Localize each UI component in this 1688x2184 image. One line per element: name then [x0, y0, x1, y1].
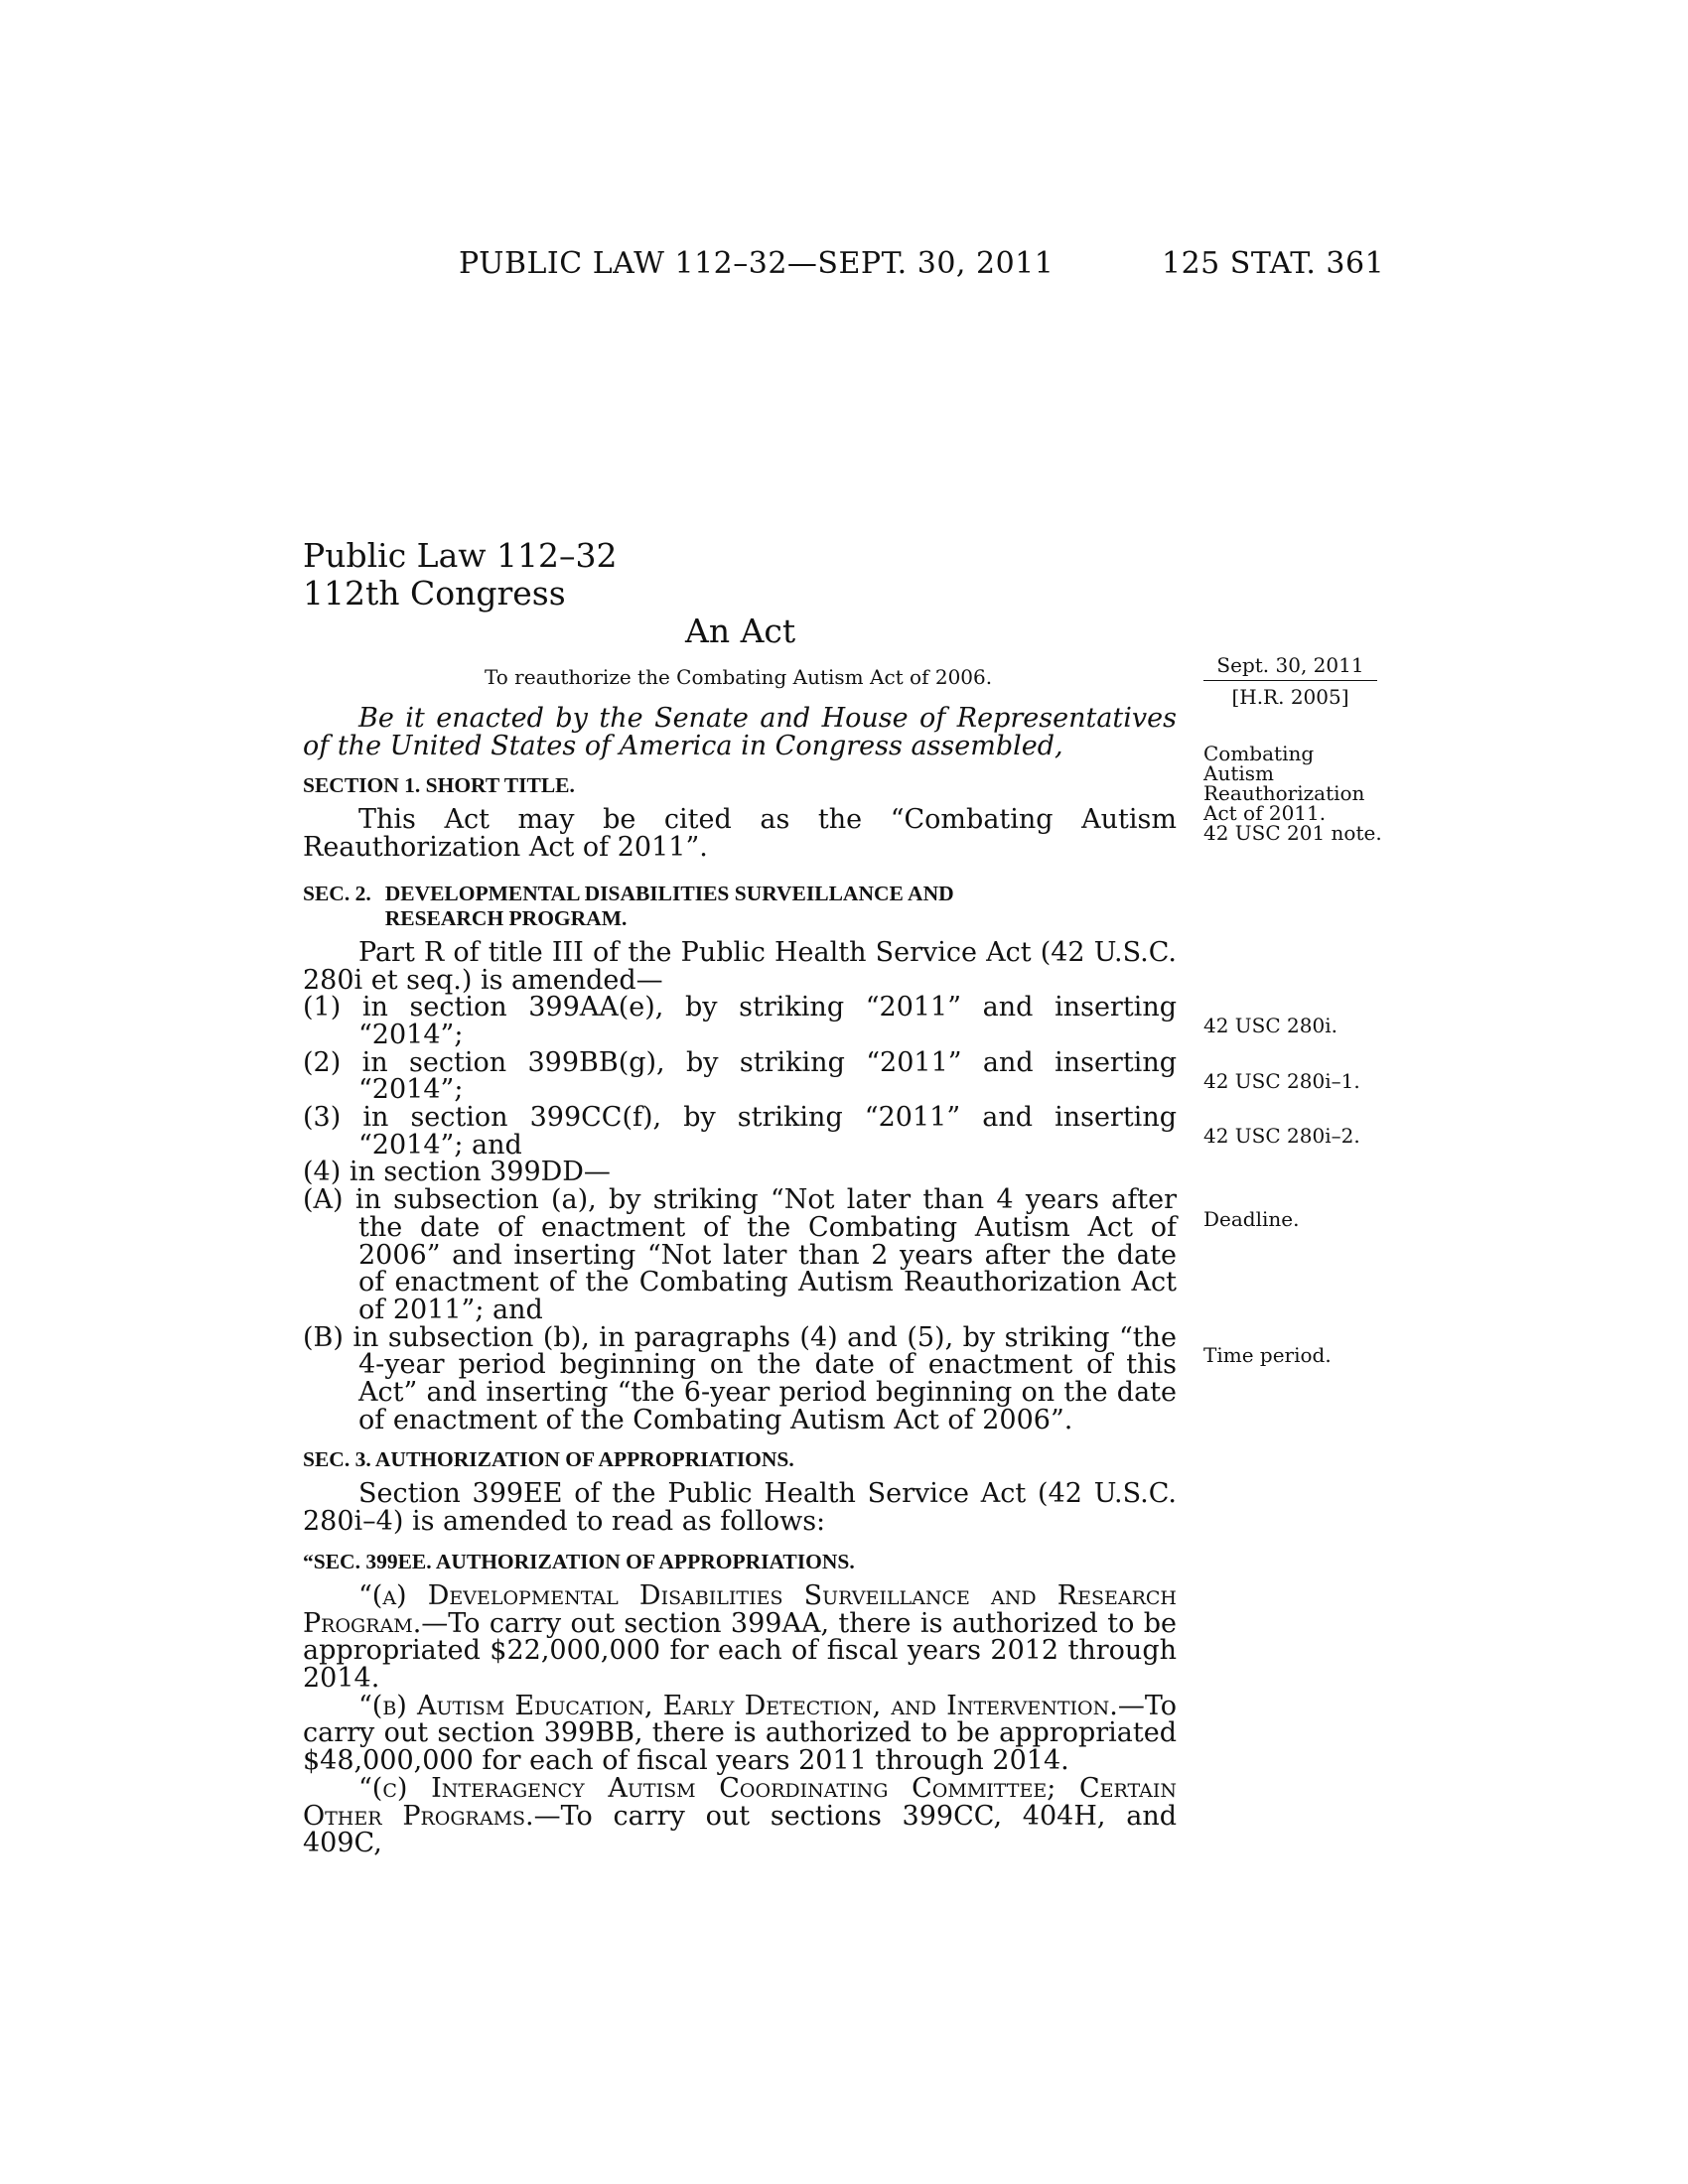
- subsection-a-caption: “(a) Developmental Disabilities Surveillance and Research Program.: [303, 1579, 1177, 1639]
- subsection-b-caption: “(b) Autism Education, Early Detection, and Intervention.: [358, 1690, 1118, 1721]
- bill-number: [H.R. 2005]: [1231, 685, 1349, 709]
- statute-body: [303, 705, 1177, 1857]
- amendment-item-2: (2) in section 399BB(g), by striking “2011” and inserting “2014”;: [303, 1046, 1177, 1106]
- margin-note-280i-2: 42 USC 280i–2.: [1203, 1124, 1360, 1148]
- law-number: Public Law 112–32: [303, 536, 618, 575]
- section-2-title-line-2: RESEARCH PROGRAM.: [384, 905, 628, 930]
- amendment-item-3: (3) in section 399CC(f), by striking “2011” and inserting “2014”; and: [303, 1102, 1177, 1160]
- margin-note-line: Combating: [1203, 742, 1315, 765]
- section-2-intro: Part R of title III of the Public Health Service Act (42 U.S.C. 280i et seq.) is amended—: [303, 936, 1177, 996]
- subsection-a-text: —To carry out section 399AA, there is authorized to be appropriated $22,000,000 for each of fiscal years 2012 through 2014.: [303, 1607, 1177, 1694]
- section-3-intro: Section 399EE of the Public Health Service Act (42 U.S.C. 280i–4) is amended to read as follows:: [303, 1478, 1177, 1538]
- margin-note-short-title: [1203, 744, 1382, 843]
- section-2-heading: [303, 882, 1177, 931]
- statute-page-reference: 125 STAT. 361: [1162, 246, 1385, 281]
- section-1-text: This Act may be cited as the “Combating Autism Reauthorization Act of 2011”.: [303, 804, 1177, 864]
- section-3-heading: SEC. 3. AUTHORIZATION OF APPROPRIATIONS.: [303, 1447, 794, 1472]
- margin-note-time-period: Time period.: [1203, 1343, 1332, 1367]
- enactment-date-box: [1203, 653, 1377, 709]
- act-heading: An Act: [685, 612, 796, 650]
- margin-note-280i-1: 42 USC 280i–1.: [1203, 1069, 1360, 1093]
- act-purpose: To reauthorize the Combating Autism Act of 2006.: [485, 665, 993, 689]
- amendment-item-4b: (B) in subsection (b), in paragraphs (4) and (5), by striking “the 4-year period beginning on the date of enactment of this Act” and inserting “the 6-year period beginning on the date of enactment of the Combating Autism Act of 2006”.: [303, 1321, 1177, 1435]
- subsection-c-text: —To carry out sections 399CC, 404H, and 409C,: [303, 1800, 1177, 1859]
- margin-note-line: Act of 2011.: [1203, 801, 1327, 825]
- congress-number: 112th Congress: [303, 574, 566, 613]
- running-head: PUBLIC LAW 112–32—SEPT. 30, 2011: [459, 246, 1055, 281]
- subsection-a: [303, 1579, 1177, 1694]
- margin-note-280i: 42 USC 280i.: [1203, 1014, 1337, 1037]
- margin-note-line: Autism: [1203, 761, 1274, 785]
- subsection-b: [303, 1690, 1177, 1777]
- section-399ee-heading: “SEC. 399EE. AUTHORIZATION OF APPROPRIATIONS.: [303, 1549, 855, 1573]
- subsection-b-text: —To carry out section 399BB, there is authorized to be appropriated $48,000,000 for each of fiscal years 2011 through 2014.: [303, 1690, 1177, 1777]
- enacting-clause: Be it enacted by the Senate and House of Representatives of the United States of America in Congress assembled,: [303, 703, 1177, 761]
- amendment-item-1: (1) in section 399AA(e), by striking “2011” and inserting “2014”;: [303, 992, 1177, 1050]
- subsection-c: [303, 1772, 1177, 1859]
- section-2-title: [385, 882, 954, 931]
- enactment-date: Sept. 30, 2011: [1216, 653, 1364, 677]
- margin-note-line: 42 USC 201 note.: [1203, 821, 1382, 845]
- section-2-title-line-1: DEVELOPMENTAL DISABILITIES SURVEILLANCE AND: [384, 881, 954, 905]
- amendment-item-4: (4) in section 399DD—: [303, 1157, 611, 1188]
- section-2-number: SEC. 2.: [303, 881, 371, 905]
- margin-note-deadline: Deadline.: [1203, 1207, 1300, 1231]
- date-divider: [1203, 680, 1377, 681]
- section-1-heading: SECTION 1. SHORT TITLE.: [303, 773, 575, 798]
- margin-note-line: Reauthorization: [1203, 781, 1365, 805]
- subsection-c-caption: “(c) Interagency Autism Coordinating Committee; Certain Other Programs.: [303, 1772, 1177, 1832]
- amendment-item-4a: (A) in subsection (a), by striking “Not later than 4 years after the date of enactment of the Combating Autism Act of 2006” and inserting “Not later than 2 years after the date of enactment of the Combating Autism Reauthorization Act of 2011”; and: [303, 1184, 1177, 1325]
